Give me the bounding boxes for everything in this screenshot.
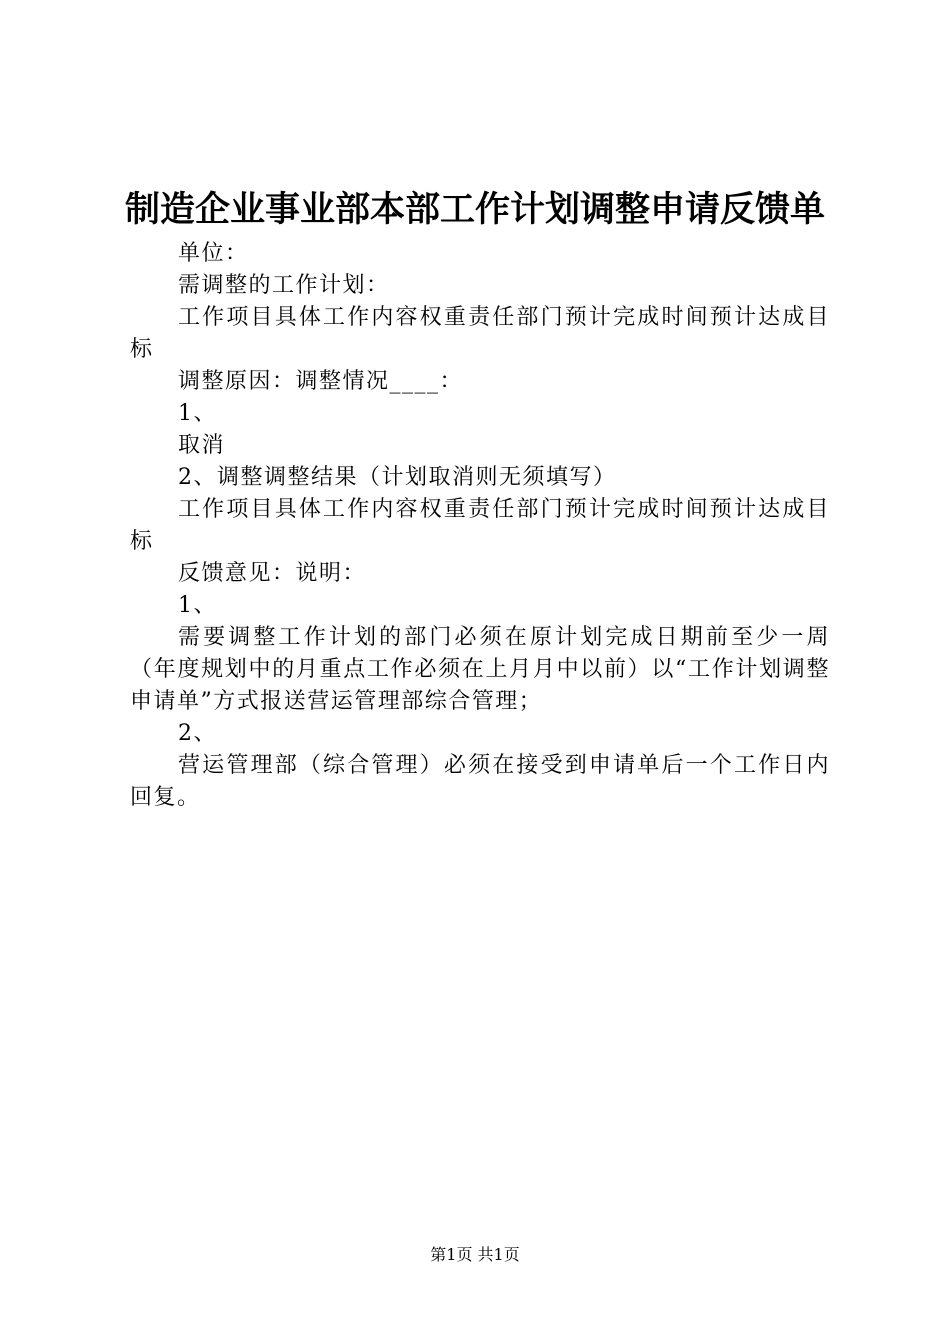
paragraph-unit: 单位： — [178, 241, 249, 266]
paragraph-item-1: 1、 — [178, 401, 217, 426]
paragraph-table-header-2: 工作项目具体工作内容权重责任部门预计完成时间预计达成目标 — [130, 497, 830, 554]
paragraph-table-header-1: 工作项目具体工作内容权重责任部门预计完成时间预计达成目标 — [130, 305, 830, 362]
paragraph-adjust-reason: 调整原因：调整情况____： — [178, 369, 464, 394]
paragraph-note-2-number: 2、 — [178, 721, 217, 746]
paragraph-plan-to-adjust: 需调整的工作计划： — [178, 273, 390, 298]
paragraph-note-2: 营运管理部（综合管理）必须在接受到申请单后一个工作日内回复。 — [130, 753, 830, 810]
paragraph-adjust-result: 2、调整调整结果（计划取消则无须填写） — [178, 465, 617, 490]
document-body — [130, 238, 830, 814]
document-title: 制造企业事业部本部工作计划调整申请反馈单 — [124, 190, 825, 230]
page-footer: 第1页 共1页 — [430, 1245, 520, 1264]
paragraph-feedback: 反馈意见：说明： — [178, 561, 367, 586]
paragraph-note-1-number: 1、 — [178, 593, 217, 618]
paragraph-note-1: 需要调整工作计划的部门必须在原计划完成日期前至少一周（年度规划中的月重点工作必须在上月月中以前）以“工作计划调整申请单”方式报送营运管理部综合管理； — [130, 625, 830, 714]
paragraph-cancel: 取消 — [178, 433, 226, 458]
